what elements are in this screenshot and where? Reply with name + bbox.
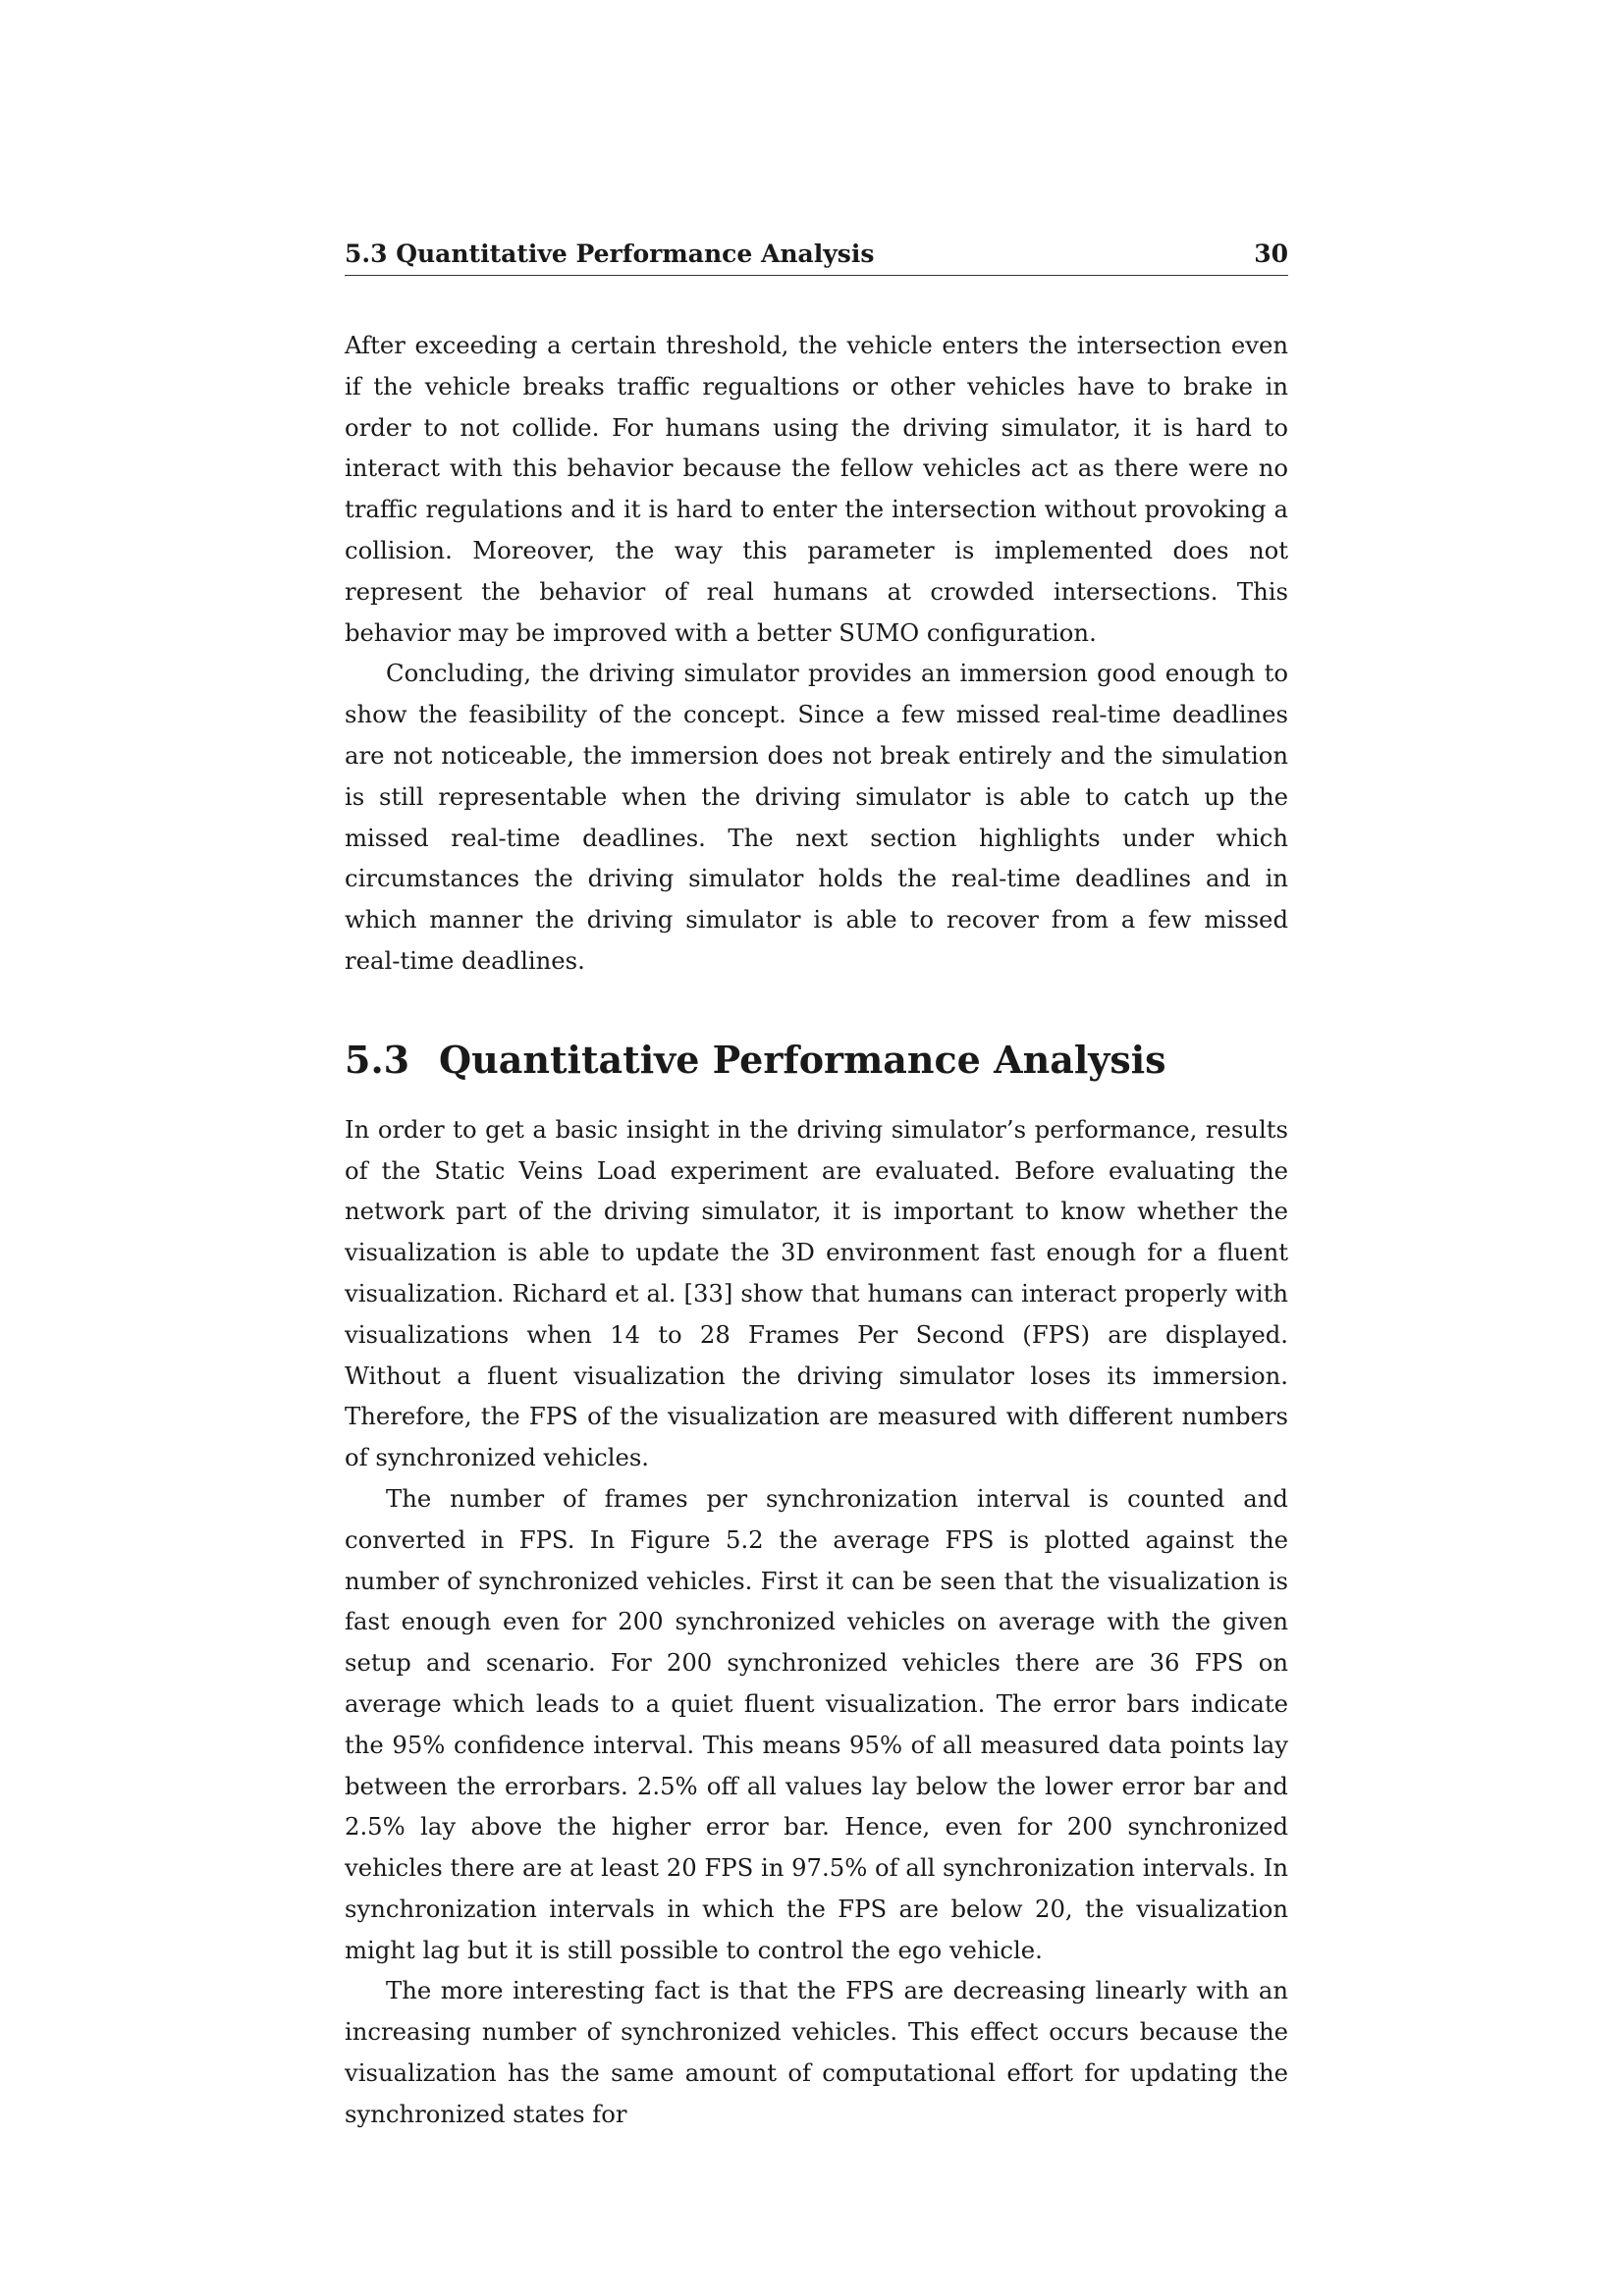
running-header [345,240,1288,276]
page-number: 30 [1254,240,1288,268]
paragraph-threshold-behavior: After exceeding a certain threshold, the vehicle enters the intersection even if the vehicle breaks traffic regualtions or other vehicles have to brake in order to not collide. For humans using the driving simulator, it is hard to interact with this behavior because the fellow vehicles act as there were no traffic regulations and it is hard to enter the intersection without provoking a collision. Moreover, the way this parameter is implemented does not represent the behavior of real humans at crowded intersections. This behavior may be improved with a better SUMO configuration. [345,331,1288,647]
paragraph-concluding: Concluding, the driving simulator provides an immersion good enough to show the feasibility of the concept. Since a few missed real-time deadlines are not noticeable, the immersion does not break entirely and the simulation is still representable when the driving simulator is able to catch up the missed real-time deadlines. The next section highlights under which circumstances the driving simulator holds the real-time deadlines and in which manner the driving simulator is able to recover from a few missed real-time deadlines. [345,659,1288,975]
section-number: 5.3 [345,1037,410,1082]
paragraph-fps-results: The number of frames per synchronization interval is counted and converted in FPS. In Figure 5.2 the average FPS is plotted against the number of synchronized vehicles. First it can be seen that the visualization is fast enough even for 200 synchronized vehicles on average with the given setup and scenario. For 200 synchronized vehicles there are 36 FPS on average which leads to a quiet fluent visualization. The error bars indicate the 95% confidence interval. This means 95% of all measured data points lay between the errorbars. 2.5% off all values lay below the lower error bar and 2.5% lay above the higher error bar. Hence, even for 200 synchronized vehicles there are at least 20 FPS in 97.5% of all synchronization intervals. In synchronization intervals in which the FPS are below 20, the visualization might lag but it is still possible to control the ego vehicle. [345,1483,1289,1964]
section-body [345,1109,1288,2135]
paragraph-linear-decrease: The more interesting fact is that the FPS are decreasing linearly with an increasing number of synchronized vehicles. This effect occurs because the visualization has the same amount of computational effort for updating the synchronized states for [345,1976,1288,2128]
page [345,240,1288,2135]
section-title: Quantitative Performance Analysis [439,1037,1166,1082]
section-heading [345,1039,1288,1082]
body-text [345,325,1288,2135]
running-header-title: 5.3 Quantitative Performance Analysis [345,240,875,268]
paragraph-intro: In order to get a basic insight in the driving simulator’s performance, results of the Static Veins Load experiment are evaluated. Before evaluating the network part of the driving simulator, it is important to know whether the visualization is able to update the 3D environment fast enough for a fluent visualization. Richard et al. [33] show that humans can interact properly with visualizations when 14 to 28 Frames Per Second (FPS) are displayed. Without a fluent visualization the driving simulator loses its immersion. Therefore, the FPS of the visualization are measured with different numbers of synchronized vehicles. [345,1114,1288,1472]
